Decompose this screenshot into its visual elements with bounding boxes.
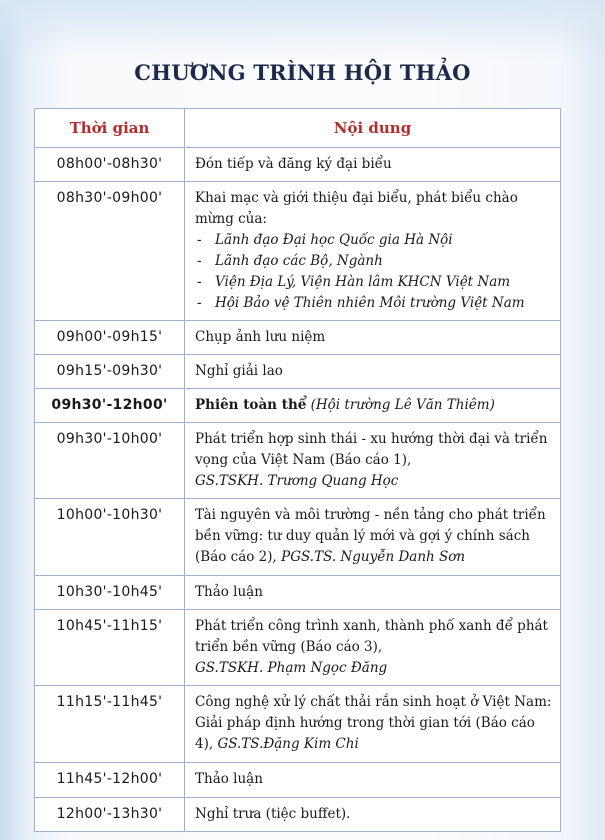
row-time: 10h45'-11h15': [35, 610, 185, 686]
top-shading: [0, 0, 605, 60]
row-text: Khai mạc và giới thiệu đại biểu, phát biểu chào mừng của:: [195, 190, 518, 227]
row-content: [185, 686, 561, 763]
header-content: Nội dung: [185, 109, 561, 148]
row-content: [185, 499, 561, 576]
row-content: [185, 182, 561, 321]
row-content: [185, 576, 561, 610]
session-location: (Hội trường Lê Văn Thiêm): [310, 397, 495, 413]
speaker-item: - Lãnh đạo Đại học Quốc gia Hà Nội: [195, 230, 554, 251]
table-row: [35, 321, 561, 355]
row-content: [185, 423, 561, 499]
row-time: 09h15'-09h30': [35, 355, 185, 389]
page-title: CHƯƠNG TRÌNH HỘI THẢO: [134, 60, 471, 85]
row-time: 08h00'-08h30': [35, 148, 185, 182]
table-row: [35, 576, 561, 610]
row-text: Công nghệ xử lý chất thải rắn sinh hoạt ở Việt Nam: Giải pháp định hướng trong thời gian tới (Báo cáo 4),: [195, 694, 552, 752]
table-row: [35, 686, 561, 763]
row-text: Thảo luận: [195, 771, 263, 787]
session-title: Phiên toàn thể: [195, 397, 307, 413]
table-row: [35, 148, 561, 182]
row-time: 09h30'-10h00': [35, 423, 185, 499]
row-text: Phát triển hợp sinh thái - xu hướng thời đại và triển vọng của Việt Nam (Báo cáo 1),: [195, 431, 548, 468]
row-text: Chụp ảnh lưu niệm: [195, 329, 326, 345]
row-text: Tài nguyên và môi trường - nền tảng cho phát triển bền vững: tư duy quản lý mới và gợi ý chính sách (Báo cáo 2),: [195, 507, 546, 565]
row-text: Nghỉ giải lao: [195, 363, 283, 379]
presenter-name: GS.TSKH. Trương Quang Học: [195, 473, 399, 489]
table-row: [35, 763, 561, 798]
table-row: [35, 610, 561, 686]
row-time: 10h30'-10h45': [35, 576, 185, 610]
header-time: Thời gian: [35, 109, 185, 148]
row-text: Phát triển công trình xanh, thành phố xanh để phát triển bền vững (Báo cáo 3),: [195, 618, 548, 655]
table-row: [35, 423, 561, 499]
speaker-item: - Lãnh đạo các Bộ, Ngành: [195, 251, 554, 272]
presenter-name: PGS.TS. Nguyễn Danh Sơn: [281, 549, 466, 565]
row-text: Nghỉ trưa (tiệc buffet).: [195, 806, 351, 822]
speaker-item: - Viện Địa Lý, Viện Hàn lâm KHCN Việt Nam: [195, 272, 554, 293]
table-row: [35, 389, 561, 423]
row-content: [185, 389, 561, 423]
row-content: [185, 321, 561, 355]
row-content: [185, 763, 561, 798]
row-time: 10h00'-10h30': [35, 499, 185, 576]
presenter-name: GS.TSKH. Phạm Ngọc Đăng: [195, 660, 388, 676]
speaker-list: [195, 230, 554, 314]
table-header-row: [35, 109, 561, 148]
presenter-name: GS.TS.Đặng Kim Chi: [217, 736, 359, 752]
table-row: [35, 182, 561, 321]
table-row: [35, 355, 561, 389]
row-text: Thảo luận: [195, 584, 263, 600]
row-content: [185, 610, 561, 686]
row-content: [185, 355, 561, 389]
row-content: [185, 798, 561, 832]
table-row: [35, 499, 561, 576]
row-text: Đón tiếp và đăng ký đại biểu: [195, 156, 392, 172]
speaker-item: - Hội Bảo vệ Thiên nhiên Môi trường Việt Nam: [195, 293, 554, 314]
row-time: 11h15'-11h45': [35, 686, 185, 763]
row-time: 11h45'-12h00': [35, 763, 185, 798]
row-content: [185, 148, 561, 182]
table-row: [35, 798, 561, 832]
row-time: 09h00'-09h15': [35, 321, 185, 355]
row-time: 09h30'-12h00': [35, 389, 185, 423]
row-time: 08h30'-09h00': [35, 182, 185, 321]
row-time: 12h00'-13h30': [35, 798, 185, 832]
program-table: [34, 108, 561, 832]
